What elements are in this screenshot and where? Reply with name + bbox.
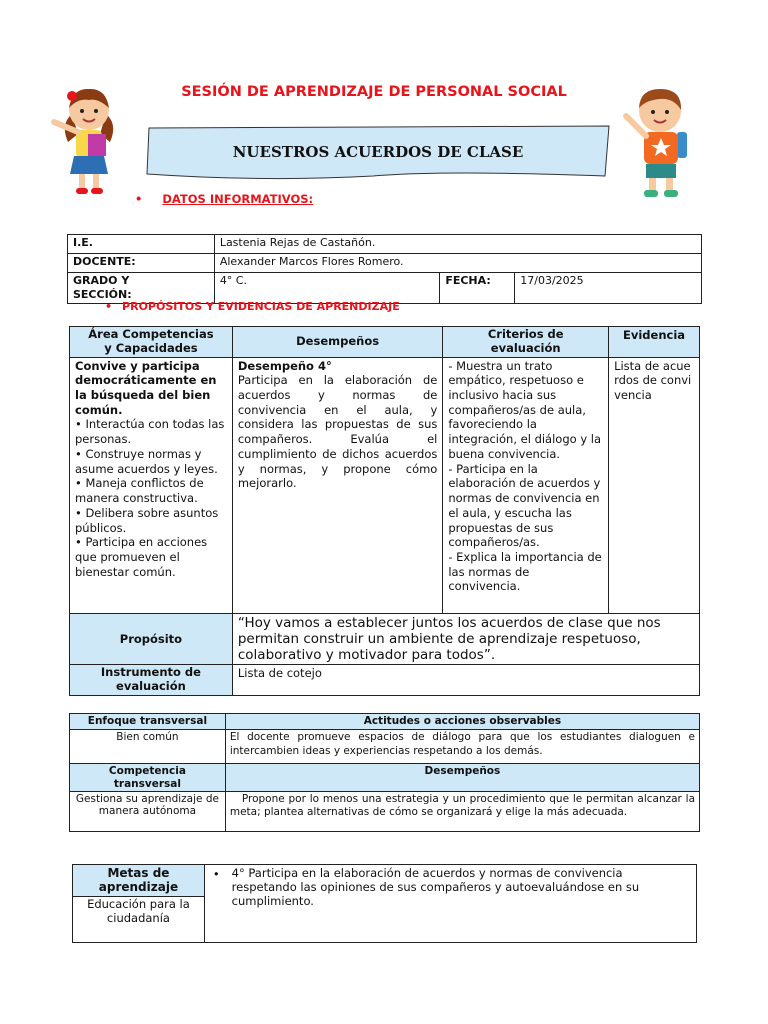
metas-area: Educación para la ciudadanía <box>87 896 190 925</box>
competencia-title: Convive y participa democráticamente en la búsqueda del bien común. <box>75 358 217 417</box>
grado-label-line2: SECCIÓN: <box>73 288 132 302</box>
enfoque-header: Enfoque transversal <box>70 714 226 730</box>
table-row <box>68 235 702 254</box>
desempeno-cell <box>232 357 442 613</box>
actitudes-value: El docente promueve espacios de diálogo para que los estudiantes dialoguen e intercambien ideas y experiencias respetando a los demás. <box>225 730 699 764</box>
main-title: SESIÓN DE APRENDIZAJE DE PERSONAL SOCIAL <box>181 84 567 100</box>
table-row <box>70 357 700 613</box>
metas-left-cell <box>73 865 205 943</box>
area-header-line1: Área Competencias <box>88 327 214 341</box>
instrumento-label: Instrumento de evaluación <box>70 665 233 696</box>
desempeno-text: Participa en la elaboración de acuerdos y normas de convivencia en el aula, y considera las propuestas de sus compañeros. Evalúa el cumplimiento de dichos acuerdos y normas, y propone cómo mejorarlo. <box>237 373 438 491</box>
actitudes-header: Actitudes o acciones observables <box>225 714 699 730</box>
criterio-item: - Participa en la elaboración de acuerdos y normas de convivencia en el aula, y escucha las propuestas de sus compañeros/as. <box>448 461 601 550</box>
proposito-label: Propósito <box>70 613 233 665</box>
propositos-heading: • PROPÓSITOS Y EVIDENCIAS DE APRENDIZAJE <box>105 300 400 313</box>
criterio-item: - Muestra un trato empático, respetuoso e inclusivo hacia sus compañeros/as de aula, favoreciendo la integración, el diálogo y la buena convivencia. <box>448 358 602 461</box>
table-row <box>70 791 700 831</box>
criterios-cell <box>443 357 609 613</box>
criterios-header-line2: evaluación <box>490 340 561 355</box>
datos-informativos-heading: • DATOS INFORMATIVOS: <box>135 192 314 206</box>
evidencia-value: Lista de acuerdos de convivencia <box>609 357 700 613</box>
grado-value: 4° C. <box>214 273 440 304</box>
area-header <box>70 327 233 358</box>
area-header-line2: y Capacidades <box>104 340 198 355</box>
competencia-cell <box>70 357 233 613</box>
table-row <box>68 273 702 304</box>
competencia-transversal-value: Gestiona su aprendizaje de manera autónoma <box>70 791 226 831</box>
capacidad-item: • Interactúa con todas las personas. <box>75 417 225 447</box>
metas-text: 4° Participa en la elaboración de acuerdos y normas de convivencia respetando las opiniones de sus compañeros y autoevaluándose en su cumplimiento. <box>231 866 640 908</box>
ie-label: I.E. <box>68 235 215 254</box>
docente-label: DOCENTE: <box>68 254 215 273</box>
table-row <box>70 730 700 764</box>
session-title: NUESTROS ACUERDOS DE CLASE <box>232 143 524 161</box>
desempenos-transversal-header: Desempeños <box>225 764 699 791</box>
criterios-header <box>443 327 609 358</box>
desempenos-header: Desempeños <box>232 327 442 358</box>
capacidad-item: • Construye normas y asume acuerdos y leyes. <box>75 446 218 476</box>
desempeno-title: Desempeño 4° <box>237 358 332 373</box>
table-row <box>70 665 700 696</box>
docente-value: Alexander Marcos Flores Romero. <box>214 254 701 273</box>
table-row <box>70 714 700 730</box>
competencias-table <box>69 326 700 696</box>
grado-label <box>68 273 215 304</box>
criterio-item: - Explica la importancia de las normas de convivencia. <box>448 549 602 594</box>
girl-with-books-illustration <box>48 84 130 202</box>
desempenos-transversal-value: Propone por lo menos una estrategia y un procedimiento que le permitan alcanzar la meta; plantea alternativas de cómo se organizará y elige la más adecuada. <box>225 791 699 831</box>
enfoque-table <box>69 713 700 832</box>
instrumento-value: Lista de cotejo <box>232 665 699 696</box>
metas-bullet: • <box>212 867 220 881</box>
datos-table <box>67 234 702 304</box>
capacidad-item: • Delibera sobre asuntos públicos. <box>75 505 219 535</box>
enfoque-value: Bien común <box>70 730 226 764</box>
table-row <box>70 764 700 791</box>
propositos-heading-text: PROPÓSITOS Y EVIDENCIAS DE APRENDIZAJE <box>122 300 400 313</box>
grado-label-line1: GRADO Y <box>73 274 130 287</box>
fecha-label: FECHA: <box>440 273 515 304</box>
datos-label: DATOS INFORMATIVOS: <box>162 192 314 206</box>
boy-waving-illustration <box>620 84 696 202</box>
proposito-text: “Hoy vamos a establecer juntos los acuerdos de clase que nos permitan construir un ambiente de aprendizaje respetuoso, colaborativo y motivador para todos”. <box>232 613 699 665</box>
criterios-header-line1: Criterios de <box>487 327 564 341</box>
capacidad-item: • Participa en acciones que promueven el bienestar común. <box>75 535 208 579</box>
metas-table <box>72 864 697 943</box>
metas-label: Metas de aprendizaje <box>73 865 204 897</box>
metas-item <box>213 867 688 908</box>
capacidad-item: • Maneja conflictos de manera constructiva. <box>75 476 204 506</box>
ie-value: Lastenia Rejas de Castañón. <box>214 235 701 254</box>
table-row <box>70 327 700 358</box>
table-row <box>73 865 697 943</box>
fecha-value: 17/03/2025 <box>515 273 702 304</box>
metas-text-cell <box>204 865 696 943</box>
table-row <box>70 613 700 665</box>
evidencia-header: Evidencia <box>609 327 700 358</box>
table-row <box>68 254 702 273</box>
competencia-transversal-header: Competencia transversal <box>70 764 226 791</box>
